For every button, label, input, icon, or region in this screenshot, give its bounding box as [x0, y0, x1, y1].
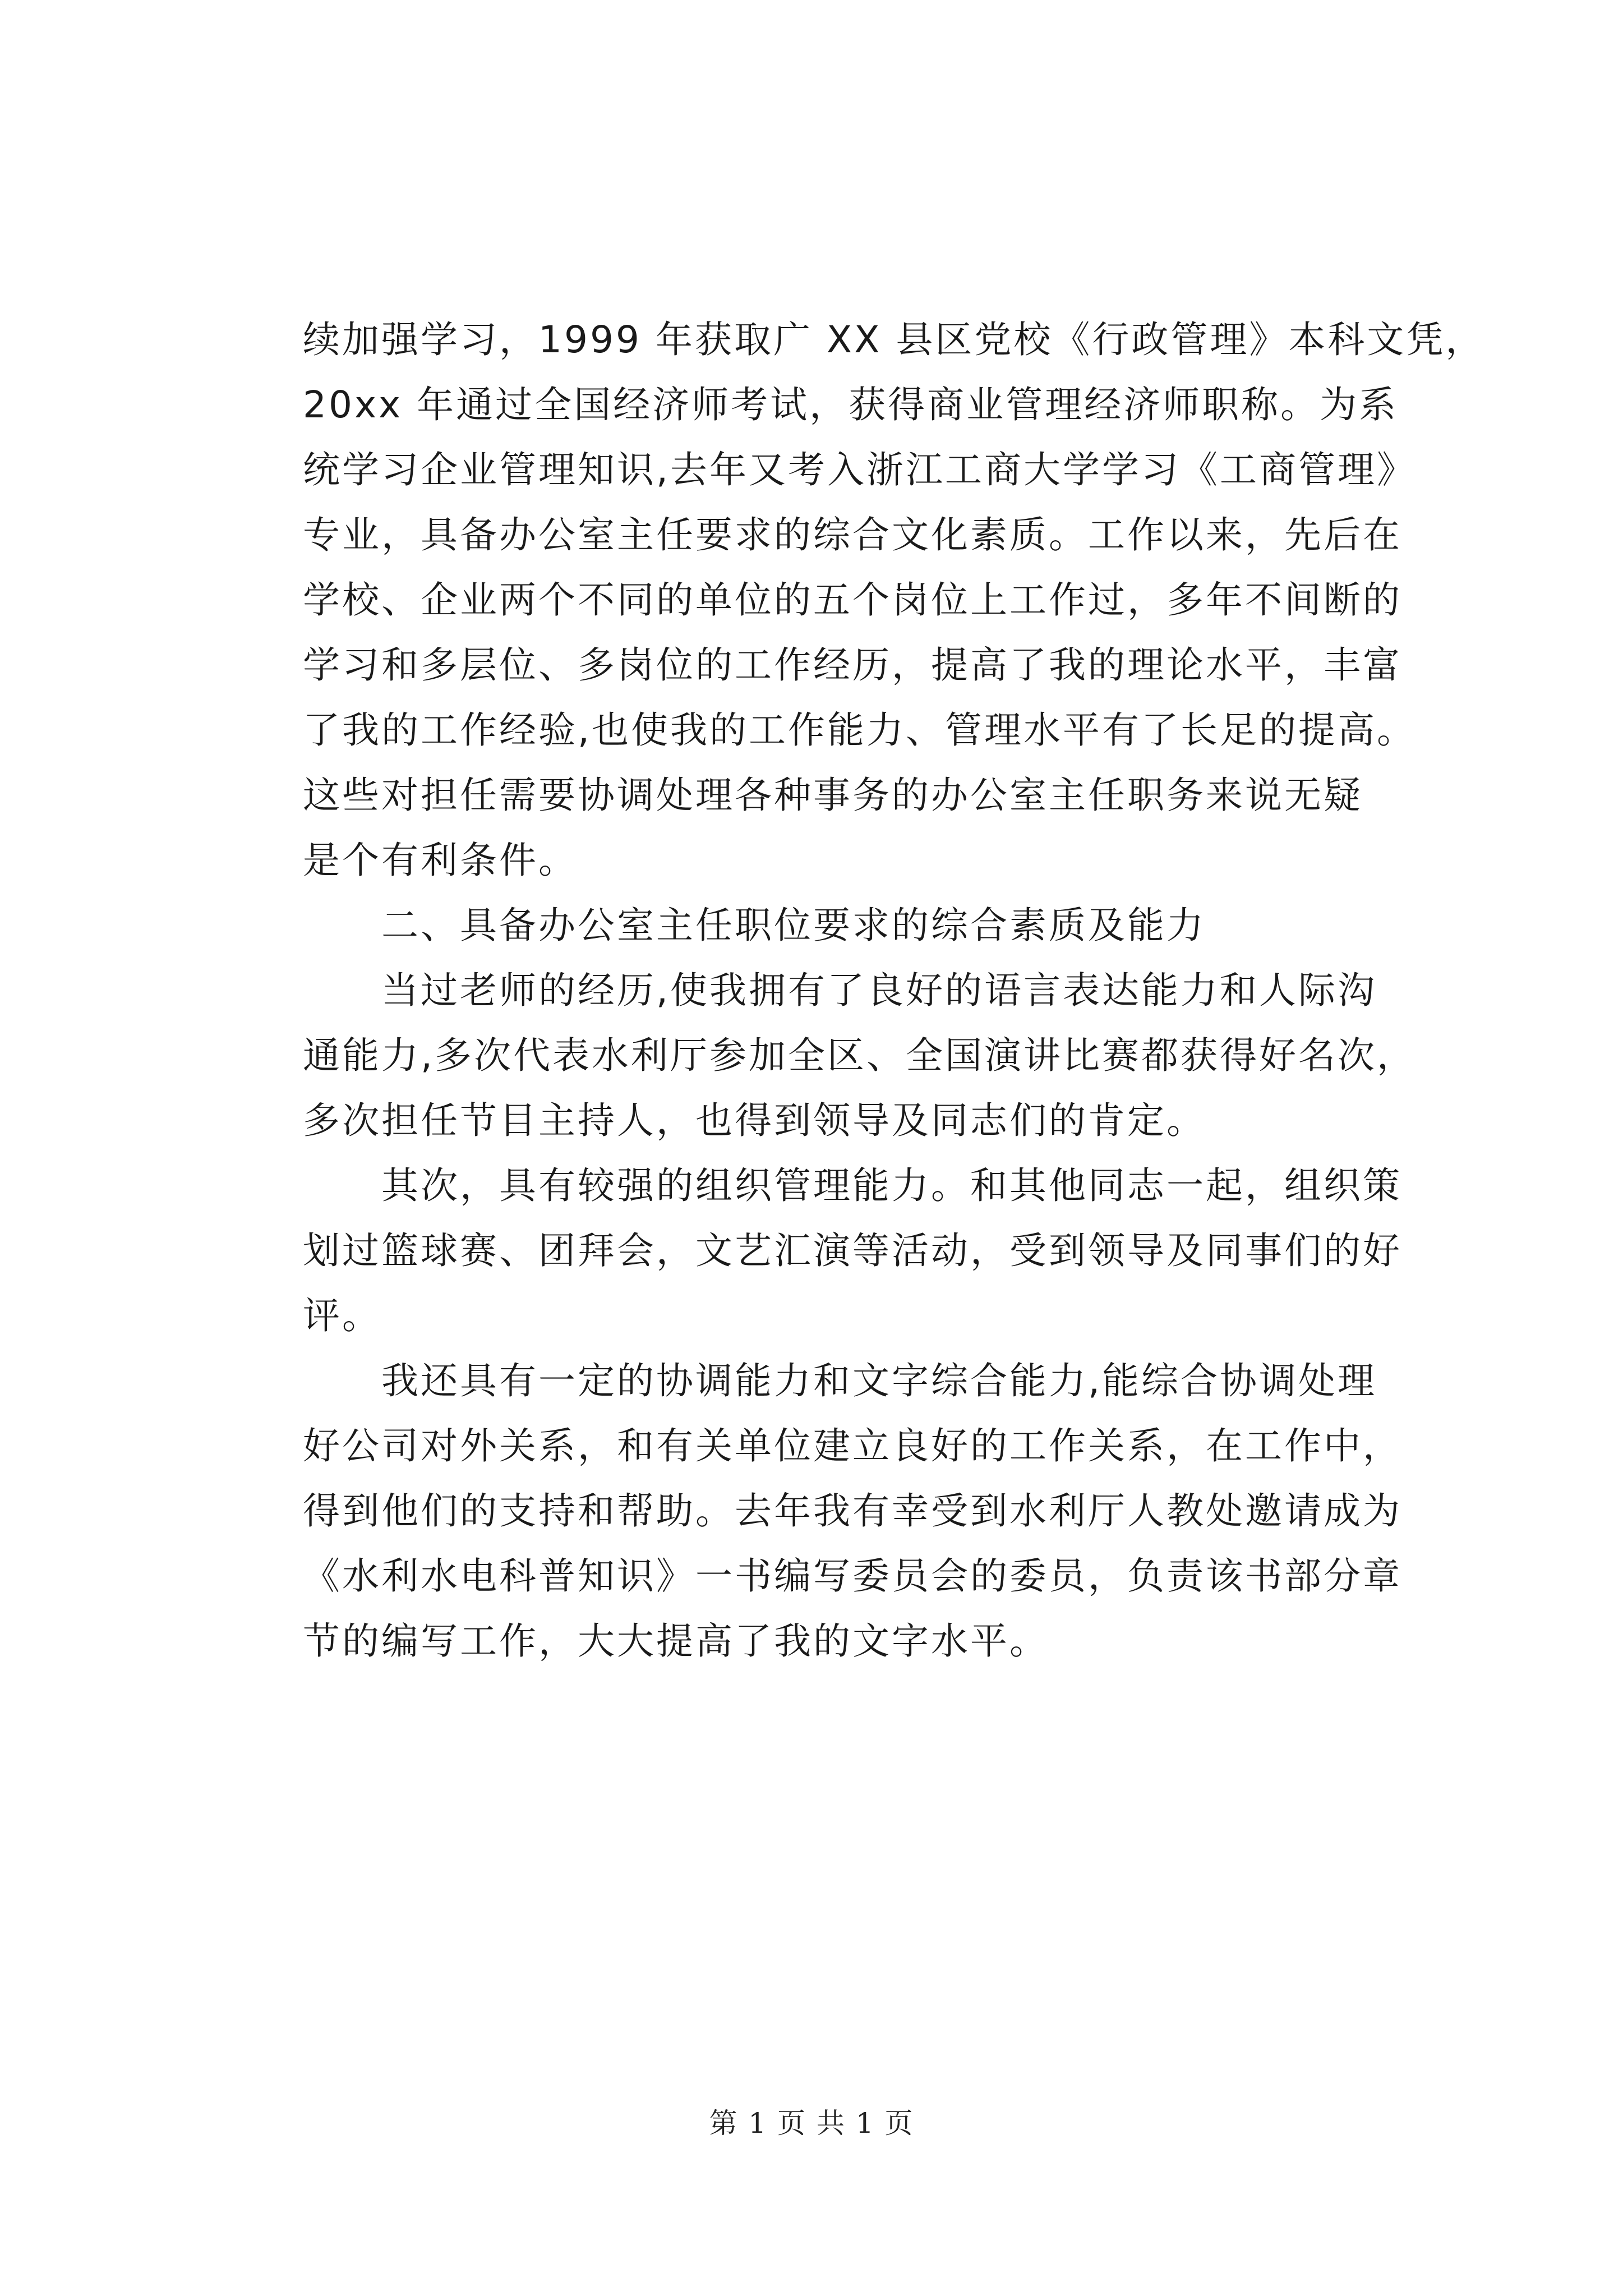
text-line: 我还具有一定的协调能力和文字综合能力,能综合协调处理	[303, 1359, 1377, 1402]
text-line: 学校、企业两个不同的单位的五个岗位上工作过，多年不间断的	[303, 578, 1402, 622]
text-line: 学习和多层位、多岗位的工作经历，提高了我的理论水平，丰富	[303, 643, 1402, 687]
body-text	[303, 307, 1485, 1674]
text-line: 专业，具备办公室主任要求的综合文化素质。工作以来，先后在	[303, 513, 1402, 556]
text-line: 统学习企业管理知识,去年又考入浙江工商大学学习《工商管理》	[303, 448, 1416, 491]
text-line: 节的编写工作，大大提高了我的文字水平。	[303, 1619, 1049, 1663]
text-line: 得到他们的支持和帮助。去年我有幸受到水利厅人教处邀请成为	[303, 1489, 1402, 1533]
text-line: 续加强学习，1999 年获取广 XX 县区党校《行政管理》本科文凭，	[303, 318, 1485, 361]
text-line: 通能力,多次代表水利厅参加全区、全国演讲比赛都获得好名次，	[303, 1034, 1416, 1077]
text-line: 20xx 年通过全国经济师考试，获得商业管理经济师职称。为系	[303, 383, 1399, 426]
text-line: 其次，具有较强的组织管理能力。和其他同志一起，组织策	[303, 1164, 1402, 1207]
text-line: 好公司对外关系，和有关单位建立良好的工作关系，在工作中，	[303, 1424, 1402, 1467]
text-line: 了我的工作经验,也使我的工作能力、管理水平有了长足的提高。	[303, 708, 1416, 752]
text-line: 《水利水电科普知识》一书编写委员会的委员，负责该书部分章	[303, 1554, 1402, 1598]
text-line: 是个有利条件。	[303, 839, 578, 882]
text-line: 当过老师的经历,使我拥有了良好的语言表达能力和人际沟	[303, 969, 1377, 1012]
section-heading: 二、具备办公室主任职位要求的综合素质及能力	[303, 904, 1206, 947]
text-line: 划过篮球赛、团拜会，文艺汇演等活动，受到领导及同事们的好	[303, 1229, 1402, 1272]
page-footer: 第 1 页 共 1 页	[709, 2107, 914, 2139]
text-line: 评。	[303, 1294, 381, 1337]
text-line: 多次担任节目主持人，也得到领导及同志们的肯定。	[303, 1099, 1206, 1142]
text-line: 这些对担任需要协调处理各种事务的办公室主任职务来说无疑	[303, 774, 1363, 817]
